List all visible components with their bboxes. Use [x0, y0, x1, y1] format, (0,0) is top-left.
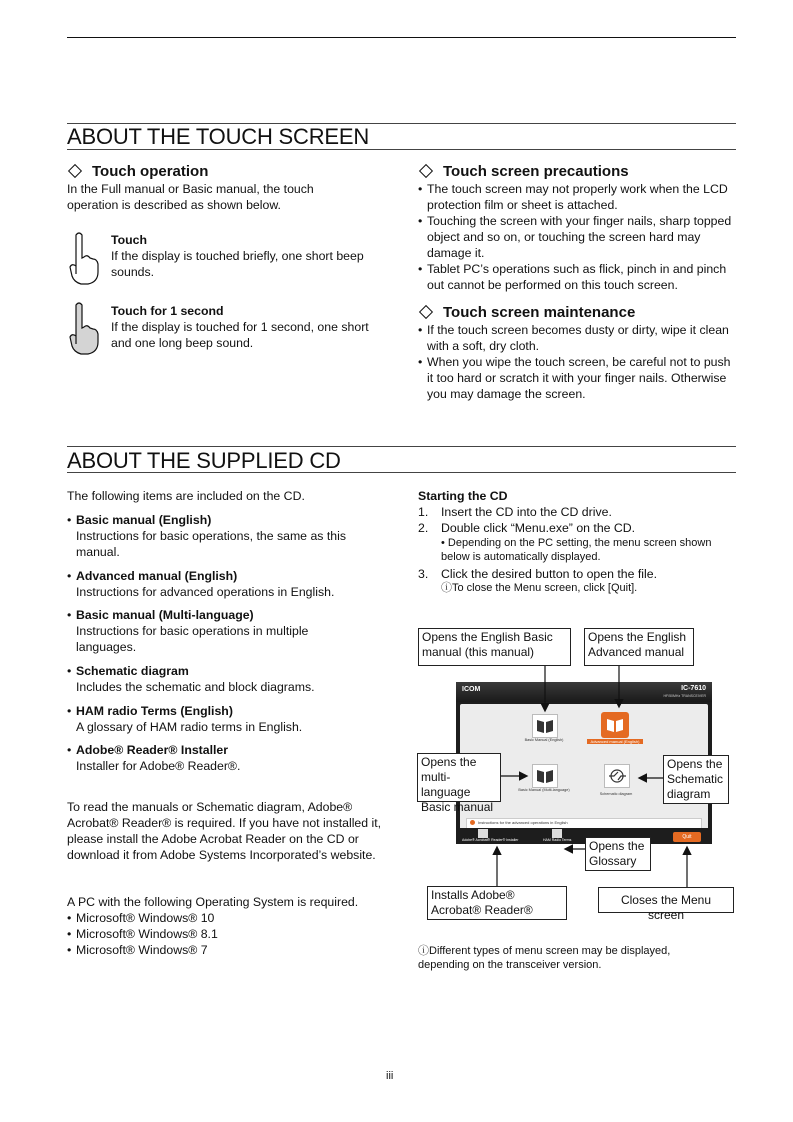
starting-heading: Starting the CD: [418, 489, 508, 503]
menu-footnote: ⓘDifferent types of menu screen may be displayed, depending on the transceiver version.: [418, 945, 671, 971]
precaution-item: • Tablet PC’s operations such as flick, pinch in and pinch out cannot be performed on this touch screen.: [418, 262, 727, 292]
page-number: iii: [386, 1070, 394, 1082]
callout-multi-language: Opens the multi-language Basic manual: [417, 753, 501, 802]
precaution-item: • The touch screen may not properly work when the LCD protection film or sheet is attached.: [418, 182, 728, 212]
cd-item: • Adobe® Reader® Installer Installer for Adobe® Reader®.: [67, 743, 241, 773]
adobe-note: To read the manuals or Schematic diagram, Adobe® Acrobat® Reader® is required. If you have not installed it, please install the Adobe Acrobat Reader on the CD or download it from Adobe Systems Incorporated’s website.: [67, 800, 382, 862]
touch-operation-heading: Touch operation: [67, 163, 208, 181]
callout-advanced-english: Opens the English Advanced manual: [584, 628, 694, 666]
touch-desc: If the display is touched briefly, one short beep sounds.: [111, 249, 364, 279]
touch-label: Touch: [111, 233, 147, 247]
step-item: 3. Click the desired button to open the file.: [418, 567, 658, 581]
os-item: • Microsoft® Windows® 7: [67, 943, 208, 957]
step2-note: • Depending on the PC setting, the menu screen shown below is automatically displayed.: [441, 537, 712, 563]
touch-1s-desc: If the display is touched for 1 second, one short and one long beep sound.: [111, 320, 369, 350]
os-item: • Microsoft® Windows® 8.1: [67, 927, 218, 941]
cd-item: • HAM radio Terms (English) A glossary of HAM radio terms in English.: [67, 704, 303, 734]
callout-basic-english: Opens the English Basic manual (this manual): [418, 628, 571, 666]
info-line: Instructions for the advanced operations in English: [478, 820, 568, 825]
os-item: • Microsoft® Windows® 10: [67, 911, 215, 925]
touch-operation-intro: In the Full manual or Basic manual, the touch operation is described as shown below.: [67, 182, 314, 212]
callout-close: Closes the Menu screen: [598, 887, 734, 913]
advanced-manual-label: Advanced manual (English): [587, 739, 643, 744]
step-item: 2. Double click “Menu.exe” on the CD.: [418, 521, 636, 535]
precautions-heading: Touch screen precautions: [418, 163, 629, 181]
cd-item: • Advanced manual (English) Instructions for advanced operations in English.: [67, 569, 335, 599]
step3-note: ⓘTo close the Menu screen, click [Quit].: [441, 582, 638, 594]
quit-button[interactable]: Quit: [673, 832, 701, 842]
callout-schematic: Opens the Schematic diagram: [663, 755, 729, 804]
touch-1s-label: Touch for 1 second: [111, 304, 224, 318]
maintenance-item: • When you wipe the touch screen, be careful not to push it too hard or scratch it with your finger nails. Otherwise you may damage the screen.: [418, 355, 731, 401]
schematic-label: Schematic diagram: [599, 792, 633, 796]
callout-glossary: Opens the Glossary: [585, 837, 651, 871]
cd-item: • Basic manual (Multi-language) Instructions for basic operations in multiple languages.: [67, 608, 309, 654]
ham-terms-label: HAM Radio Terms: [543, 838, 572, 842]
multi-language-label: Basic Manual (Multi-language): [518, 788, 570, 792]
maintenance-heading: Touch screen maintenance: [418, 304, 635, 322]
model-sub: HF/50MHz TRANSCEIVER: [663, 694, 706, 698]
cd-item: • Schematic diagram Includes the schematic and block diagrams.: [67, 664, 315, 694]
section-title-touch-screen: ABOUT THE TOUCH SCREEN: [67, 124, 370, 149]
cd-item: • Basic manual (English) Instructions for basic operations, the same as this manual.: [67, 513, 346, 559]
maintenance-item: • If the touch screen becomes dusty or dirty, wipe it clean with a soft, dry cloth.: [418, 323, 729, 353]
icom-logo: ICOM: [462, 686, 481, 693]
os-intro: A PC with the following Operating System is required.: [67, 895, 359, 909]
cd-intro: The following items are included on the CD.: [67, 489, 305, 503]
adobe-installer-label: Adobe® Acrobat® Reader® Installer: [462, 838, 519, 842]
callout-adobe: Installs Adobe® Acrobat® Reader®: [427, 886, 567, 920]
basic-manual-label: Basic Manual (English): [524, 738, 564, 742]
step-item: 1. Insert the CD into the CD drive.: [418, 505, 612, 519]
model-name: IC-7610: [681, 685, 706, 692]
precaution-item: • Touching the screen with your finger nails, sharp topped object and so on, or touching the screen hard may damage it.: [418, 214, 732, 260]
section-title-supplied-cd: ABOUT THE SUPPLIED CD: [67, 448, 341, 473]
